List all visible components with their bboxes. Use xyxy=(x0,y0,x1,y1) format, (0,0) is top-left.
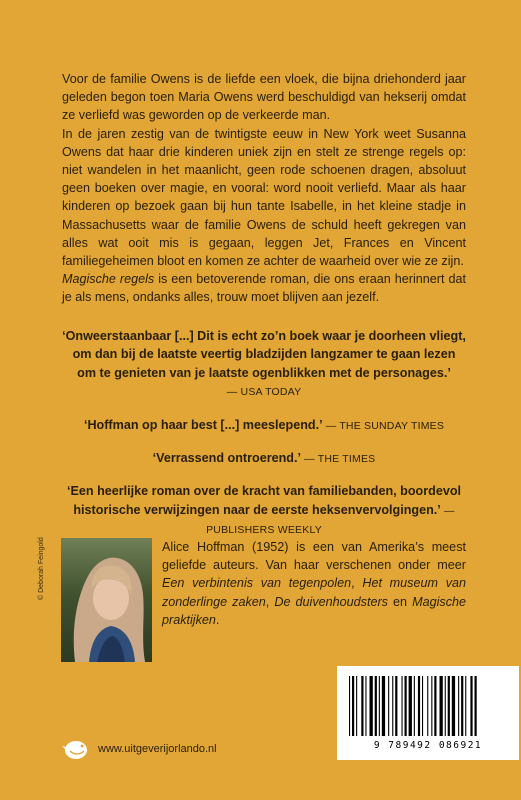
bio-book-title: De duivenhoudsters xyxy=(274,594,388,609)
review-quote xyxy=(62,416,466,435)
publisher xyxy=(62,734,217,764)
bio-separator: en xyxy=(387,594,413,609)
quote-text: ‘Een heerlijke roman over de kracht van familiebanden, boordevol historische verwijzingen naar de eerste heksenvervolgingen.’ xyxy=(66,484,462,517)
isbn-number: 9 789492 086921 xyxy=(373,740,483,751)
author-photo xyxy=(61,538,152,662)
bio-end: . xyxy=(215,612,220,627)
blurb xyxy=(62,70,466,307)
quote-text: ‘Verrassend ontroerend.’ xyxy=(152,451,302,466)
author-portrait-illustration xyxy=(61,538,152,662)
blurb-paragraph-3 xyxy=(62,270,466,306)
quote-text: ‘Onweerstaanbaar [...] Dit is echt zo’n boek waar je doorheen vliegt, om dan bij de laatste veertig bladzijden langzamer te gaan lezen om te genieten van je laatste ogenblikken met de personages.’ xyxy=(62,329,466,380)
review-quote xyxy=(62,482,466,539)
bio-book-title: Magische praktijken xyxy=(162,594,467,627)
bio-book-title: Het museum van zonderlinge zaken xyxy=(162,576,466,609)
review-quotes xyxy=(62,327,466,554)
blurb-paragraph-1: Voor de familie Owens is de liefde een vloek, die bijna driehonderd jaar geleden begon toen Maria Owens werd beschuldigd van hekserij omdat ze verliefd was geworden op de verkeerde man. xyxy=(62,72,466,123)
blurb-paragraph-3-text: is een betoverende roman, die ons eraan herinnert dat je als mens, ondanks alles, trouw moet blijven aan jezelf. xyxy=(62,272,466,305)
bio-separator: , xyxy=(351,576,363,591)
bio-separator: , xyxy=(265,594,275,609)
review-quote xyxy=(62,327,466,402)
author-bio xyxy=(162,538,466,629)
quote-source: — THE TIMES xyxy=(301,453,376,466)
review-quote xyxy=(62,449,466,468)
photo-credit: © Deborah Feingold xyxy=(38,537,45,600)
barcode xyxy=(337,666,519,760)
barcode-bars xyxy=(345,676,511,738)
book-title: Magische regels xyxy=(62,272,155,287)
quote-source: — THE SUNDAY TIMES xyxy=(322,419,445,432)
bio-book-title: Een verbintenis van tegenpolen xyxy=(162,576,352,591)
publisher-url[interactable]: www.uitgeverijorlando.nl xyxy=(98,743,217,755)
quote-source: — PUBLISHERS WEEKLY xyxy=(206,504,455,537)
publisher-bird-logo-icon xyxy=(62,737,90,761)
bio-intro: Alice Hoffman (1952) is een van Amerika’s meest geliefde auteurs. Van haar verschenen onder meer xyxy=(162,540,466,573)
quote-text: ‘Hoffman op haar best [...] meeslepend.’ xyxy=(83,417,323,432)
quote-source: — USA TODAY xyxy=(226,386,302,399)
blurb-paragraph-2: In de jaren zestig van de twintigste eeuw in New York weet Susanna Owens dat haar drie kinderen uniek zijn en stelt ze strenge regels op: niet wandelen in het maanlicht, geen rode schoenen dragen, absoluut geen boeken over magie, en vooral: word nooit verliefd. Maar als haar kinderen op bezoek gaan bij hun tante Isabelle, in het kleine stadje in Massachusetts waar de familie Owens de schuld heeft gekregen van alles wat ooit mis is gegaan, leggen Jet, Frances en Vincent familiegeheimen bloot en komen ze achter de waarheid over wie ze zijn. xyxy=(62,126,466,269)
